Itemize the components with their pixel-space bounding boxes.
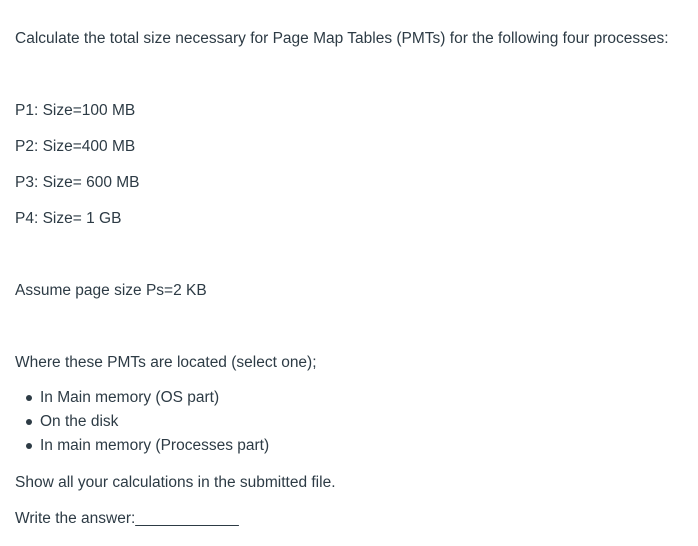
process-p4: P4: Size= 1 GB	[15, 210, 122, 227]
option-label: In Main memory (OS part)	[40, 389, 220, 406]
option-label: On the disk	[40, 413, 119, 430]
location-options-list	[15, 388, 269, 460]
instructions-text: Show all your calculations in the submitted file.	[15, 474, 336, 491]
option-label: In main memory (Processes part)	[40, 437, 270, 454]
process-p1: P1: Size=100 MB	[15, 102, 136, 119]
bullet-icon	[26, 395, 32, 401]
process-p3: P3: Size= 600 MB	[15, 174, 140, 191]
list-item	[15, 388, 269, 412]
page-size-assumption: Assume page size Ps=2 KB	[15, 282, 207, 299]
answer-prompt: Write the answer:____________	[15, 510, 239, 527]
process-p2: P2: Size=400 MB	[15, 138, 136, 155]
bullet-icon	[26, 419, 32, 425]
location-prompt: Where these PMTs are located (select one);	[15, 354, 317, 371]
bullet-icon	[26, 443, 32, 449]
question-intro: Calculate the total size necessary for Page Map Tables (PMTs) for the following four processes:	[15, 30, 669, 47]
list-item	[15, 412, 269, 436]
list-item	[15, 436, 269, 460]
